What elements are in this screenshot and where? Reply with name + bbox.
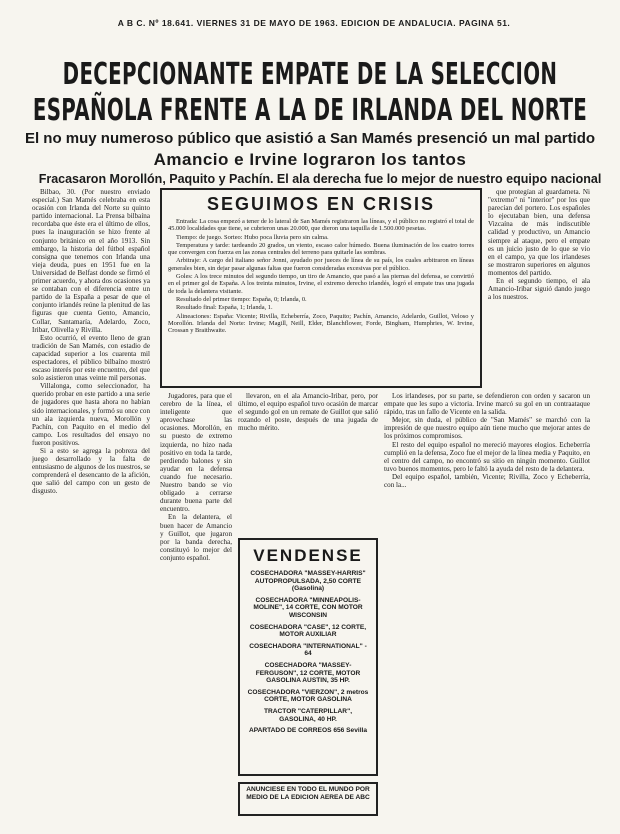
article-column-middle-top xyxy=(238,392,378,532)
article-column-right xyxy=(488,188,590,400)
article-paragraph: En la delantera, el buen hacer de Amancio y Guillot, que jugaron por la banda derecha, constituyó lo mejor del conjunto español. xyxy=(160,513,232,562)
box-title: SEGUIMOS EN CRISIS xyxy=(206,194,436,214)
ad-item: COSECHADORA "INTERNATIONAL" - 64 xyxy=(249,642,367,658)
box-paragraph: Resultado final: España, 1; Irlanda, 1. xyxy=(176,304,273,312)
match-summary-box xyxy=(160,188,482,388)
ad-item: COSECHADORA "MASSEY-HARRIS" AUTOPROPULSADA, 2,50 CORTE (Gasolina) xyxy=(250,570,366,593)
headline-line-2: ESPAÑOLA FRENTE A LA DE IRLANDA DEL NORTE xyxy=(32,93,588,128)
ad-footer-box: ANUNCIESE EN TODO EL MUNDO POR MEDIO DE LA EDICION AEREA DE ABC xyxy=(238,782,378,816)
box-paragraph: Arbitraje: A cargo del italiano señor Jonni, ayudado por jueces de línea de su país, los cuales arbitraron en líneas generales bien, sin dejar pasar algunas faltas que fueron consideradas excesivas por el público. xyxy=(168,257,474,272)
box-paragraph: Temperatura y tarde: tardeando 20 grados, un viento, escaso calor húmedo. Buena iluminación de los cuatro torres que convergen con fuerza en las zonas centrales del terreno para quitarle las sombras. xyxy=(168,241,474,257)
article-paragraph: Del equipo español, también, Vicente; Rivilla, Zoco y Echeberría, con la... xyxy=(384,472,590,490)
box-paragraph: Alineaciones: España: Vicente; Rivilla, Echeberría, Zoco, Paquito; Pachín, Amancio, Adelardo, Guillot, Veloso y Morollón. Irlanda del Norte: Irvine; Magill, Neill, Elder, Blanchflower, Forde, Bingham, Humphries, W. Irvine, Crossan y Braithwaite. xyxy=(168,312,474,335)
box-paragraph: Entrada: La cosa empezó a tener de lo lateral de San Mamés registraron las líneas, y el público no registró el total de 45.000 localidades que tiene, se cubrieron unas 20.000, que dieron una taquilla de 1.500.000 pesetas. xyxy=(168,218,474,233)
article-paragraph: Bilbao, 30. (Por nuestro enviado especial.) San Mamés celebraba en esta ocasión con Irlanda del Norte su quinto partido internacional. La Prensa bilbaína recordaba que éste era el último de ellos, pues la inauguración se hizo frente al conjunto británico en el año 1913. Sin embargo, la historia del fútbol español consigna que tenemos con Irlanda una vieja deuda, pues en 1951 fue en la Universidad de Belfast donde se firmó el primer acuerdo, y ahora dos ocasiones ya se contaban con el diferencia entre un partido de la España a pesar de que el conjunto irlandés reúne la plenitud de las figuras que cuenta Gento, Amancio, Collar, Santamaría, Adelardo, Zoco, Iribar, Olivella y Rivilla. xyxy=(32,188,150,334)
box-paragraph: Goles: A los trece minutos del segundo tiempo, un tiro de Amancio, que pasó a las piernas del defensa, se convirtió en el primer gol de España. A los treinta minutos, Irvine, el extremo derecho irlandés, logró el empate tras una jugada de toda la delantera visitante. xyxy=(168,273,474,295)
ad-item: COSECHADORA "CASE", 12 CORTE, MOTOR AUXILIAR xyxy=(249,623,367,639)
classified-ad-box xyxy=(238,538,378,776)
article-column-left xyxy=(32,188,150,824)
article-paragraph: El resto del equipo español no mereció mayores elogios. Echeberría cumplió en la defensa, Zoco fue el mejor de la línea media y Paquito, en el centro del campo, no encontró su sitio en ningún momento. Guillot tuvo buenos momentos, pero le faltó la ayuda del resto de la delantera. xyxy=(384,440,590,473)
subheadline-3: Fracasaron Morollón, Paquito y Pachín. El ala derecha fue lo mejor de nuestro equipo nacional xyxy=(38,172,602,186)
article-paragraph: Si a esto se agrega la pobreza del juego desarrollado y la falta de entusiasmo de algunos de los nuestros, se comprenderá el desencanto de la afición, que salió del campo con un gesto de disgusto. xyxy=(32,447,150,496)
page-folio: A B C. Nº 18.641. VIERNES 31 DE MAYO DE 1963. EDICION DE ANDALUCIA. PAGINA 51. xyxy=(117,18,511,28)
article-paragraph: En el segundo tiempo, el ala Amancio-Iribar siguió dando juego a los nuestros. xyxy=(488,277,590,302)
ad-item: COSECHADORA "MASSEY-FERGUSON", 12 CORTE, MOTOR GASOLINA AUSTIN, 35 HP. xyxy=(255,661,361,685)
article-column-middle-left xyxy=(160,392,232,824)
article-column-middle-right xyxy=(384,392,590,824)
ad-item: TRACTOR "CATERPILLAR", GASOLINA, 40 HP. xyxy=(263,707,353,723)
article-paragraph: Mejor, sin duda, el público de "San Mamés" se marchó con la impresión de que nuestro equipo aún tiene mucho que mejorar antes de los próximos compromisos. xyxy=(384,416,590,441)
box-text xyxy=(168,218,474,390)
article-paragraph: Villalonga, como seleccionador, ha querido probar en este partido a una serie de jugadores que hasta ahora no habían sido internacionales, y formó su once con un ala izquierda nueva, Morollón y Pachín, con Paquito en el medio del campo. Los resultados del ensayo no fueron positivos. xyxy=(32,382,150,447)
article-paragraph: llevaron, en el ala Amancio-Iribar, pero, por último, el equipo español tuvo ocasión de marcar el segundo gol en un remate de Guillot que salió rozando el poste, después de una jugada de mucho mérito. xyxy=(238,392,378,433)
article-paragraph: Los irlandeses, por su parte, se defendieron con orden y sacaron un empate que les supo a victoria. Irvine marcó su gol en un contraataque rápido, tras un fallo de Vicente en la salida. xyxy=(384,392,590,417)
subheadline-2: Amancio e Irvine lograron los tantos xyxy=(153,150,467,169)
box-paragraph: Tiempo: de juego. Sorteo: Hubo poca lluvia pero sin calma. xyxy=(176,233,329,241)
ad-title: VENDENSE xyxy=(253,546,363,565)
box-paragraph: Resultado del primer tiempo: España, 0; Irlanda, 0. xyxy=(176,295,307,303)
article-paragraph: que protegían al guardameta. Ni "extremo" ni "interior" por los que parecían del portero. Los españoles lo ejecutaban bien, una defensa Vizcaína de más indiscutible calidad y productivo, un Amancio siempre al ataque, pero el empate es un juicio justo de lo que se vio en el campo, ya que los irlandeses se mostraron superiores en algunos momentos del partido. xyxy=(488,188,590,277)
article-paragraph: Jugadores, para que el cerebro de la línea, el inteligente que aprovechase las ocasiones. Morollón, en su puesto de extremo izquierda, no hizo nada positivo en toda la tarde, perdiendo balones y sin ayudar en la defensa cuando fue necesario. Nuestro bando se vio obligado a cerrarse durante buena parte del encuentro. xyxy=(160,392,232,514)
article-paragraph: Esto ocurrió, el evento lleno de gran tradición de San Mamés, con estadio de capacidad superior a los cuarenta mil espectadores, el público bilbaíno mostró escaso interés por este encuentro, del que solo asistieron unas veinte mil personas. xyxy=(32,333,150,383)
headline-line-1: DECEPCIONANTE EMPATE DE LA SELECCION xyxy=(62,57,558,92)
ad-item: COSECHADORA "VIERZON", 2 metros CORTE, MOTOR GASOLINA xyxy=(247,688,369,704)
ad-item: COSECHADORA "MINNEAPOLIS-MOLINE", 14 CORTE, CON MOTOR WISCONSIN xyxy=(253,596,363,619)
subheadline-1: El no muy numeroso público que asistió a San Mamés presenció un mal partido xyxy=(24,130,596,147)
ad-item: APARTADO DE CORREOS 656 Sevilla xyxy=(248,727,368,735)
